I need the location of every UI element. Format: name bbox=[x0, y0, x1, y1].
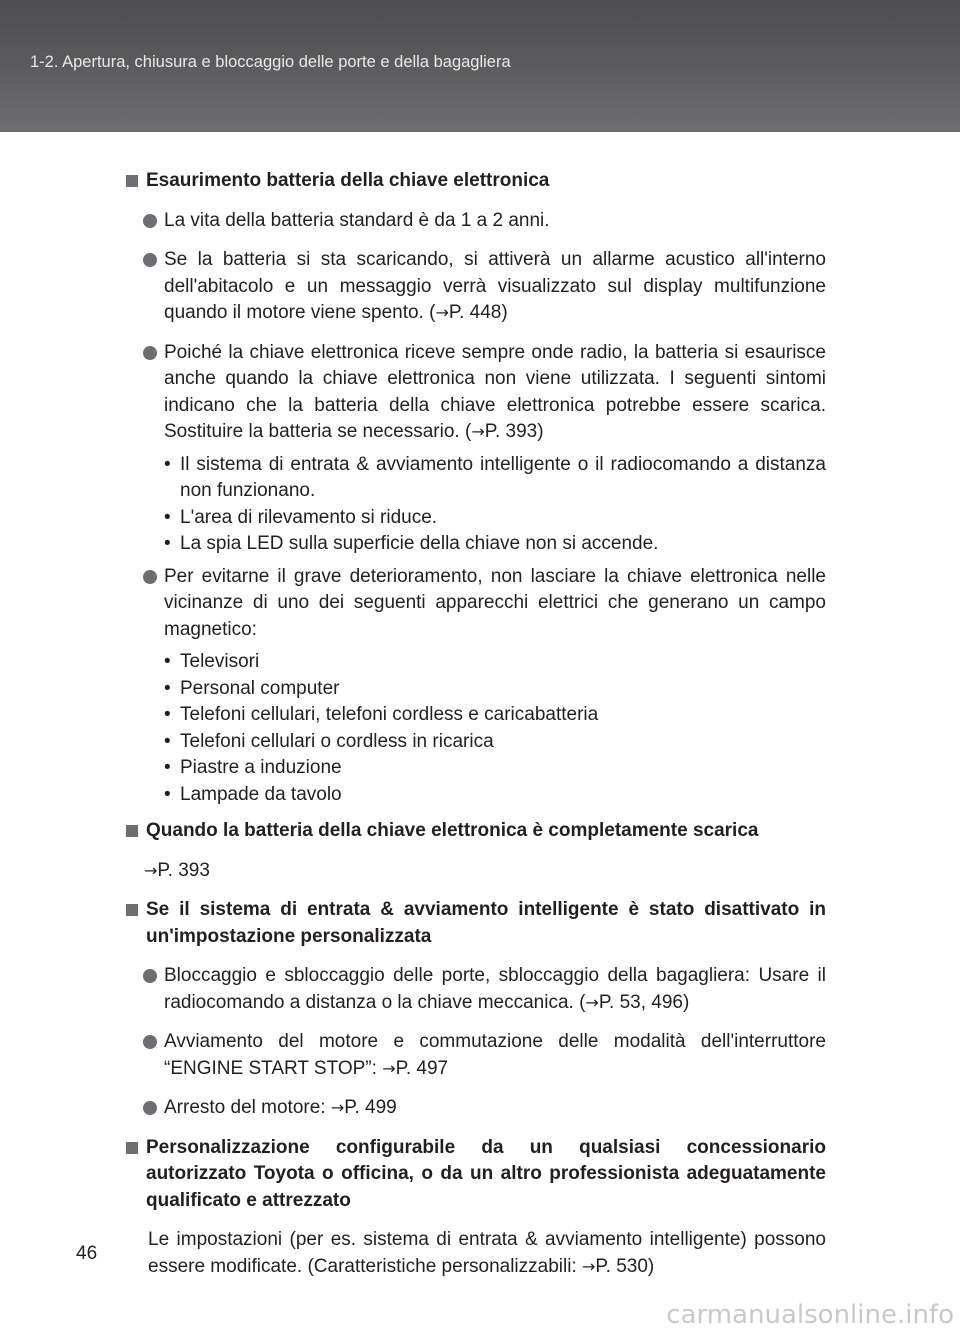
list-item: • Telefoni cellulari o cordless in ricarica bbox=[126, 729, 826, 756]
bullet-text: Se la batteria si sta scaricando, si attiverà un allarme acustico all'interno dell'abitacolo e un messaggio verrà visualizzato sul display multifunzione quando il motore viene spento. ( bbox=[164, 249, 826, 323]
bullet-item bbox=[126, 340, 826, 446]
section-heading bbox=[126, 818, 826, 845]
square-bullet-icon bbox=[126, 825, 138, 837]
arrow-icon: → bbox=[582, 1256, 596, 1276]
square-bullet-icon bbox=[126, 904, 138, 916]
page-reference: P. 53, 496) bbox=[598, 991, 690, 1013]
header-band bbox=[0, 0, 960, 132]
arrow-icon: → bbox=[435, 303, 449, 322]
square-bullet-icon bbox=[126, 1142, 138, 1154]
page-reference: P. 497 bbox=[395, 1057, 449, 1079]
watermark: carmanualsonline.info bbox=[666, 1300, 954, 1330]
arrow-icon: → bbox=[330, 1098, 345, 1117]
section-heading-text: Se il sistema di entrata & avviamento intelligente è stato disattivato in un'impostazione personalizzata bbox=[146, 899, 826, 947]
dot-bullet: • bbox=[164, 506, 171, 528]
dot-bullet: • bbox=[164, 783, 171, 805]
dot-bullet: • bbox=[164, 533, 171, 554]
dot-bullet: • bbox=[164, 453, 171, 475]
circle-bullet-icon bbox=[143, 214, 157, 228]
bullet-item bbox=[126, 208, 826, 235]
page-reference: P. 393) bbox=[484, 421, 544, 442]
bullet-text: La vita della batteria standard è da 1 a 2 anni. bbox=[164, 209, 550, 231]
circle-bullet-icon bbox=[143, 570, 157, 584]
section-heading bbox=[126, 1135, 826, 1215]
section-heading bbox=[126, 168, 826, 195]
arrow-icon: → bbox=[144, 860, 158, 880]
dot-bullet: • bbox=[164, 704, 171, 725]
section-heading-text: Esaurimento batteria della chiave elettronica bbox=[146, 170, 550, 191]
dot-bullet: • bbox=[164, 757, 171, 778]
bullet-item bbox=[126, 1029, 826, 1082]
dot-bullet: • bbox=[164, 677, 171, 699]
reference-line bbox=[126, 858, 826, 885]
circle-bullet-icon bbox=[143, 253, 157, 267]
list-item: • L'area di rilevamento si riduce. bbox=[126, 505, 826, 532]
list-item: • Il sistema di entrata & avviamento intelligente o il radiocomando a distanza non funzionano. bbox=[164, 453, 826, 501]
bullet-item bbox=[126, 1095, 826, 1122]
arrow-icon: → bbox=[471, 422, 485, 441]
circle-bullet-icon bbox=[143, 969, 157, 983]
page-content bbox=[126, 168, 826, 1280]
paragraph bbox=[126, 1227, 826, 1280]
bullet-text: Bloccaggio e sbloccaggio delle porte, sbloccaggio della bagagliera: Usare il radiocomando a distanza o la chiave meccanica. ( bbox=[164, 965, 826, 1013]
page-reference: P. 499 bbox=[344, 1097, 397, 1118]
circle-bullet-icon bbox=[143, 346, 157, 360]
list-item: • La spia LED sulla superficie della chiave non si accende. bbox=[126, 531, 826, 558]
bullet-text: Arresto del motore: bbox=[164, 1097, 331, 1118]
circle-bullet-icon bbox=[143, 1101, 157, 1115]
list-item: • Telefoni cellulari, telefoni cordless e caricabatteria bbox=[126, 702, 826, 729]
sub-list bbox=[126, 649, 826, 808]
bullet-text: Avviamento del motore e commutazione delle modalità dell'interruttore “ENGINE START STOP”: bbox=[164, 1031, 826, 1079]
sub-list bbox=[126, 452, 826, 558]
bullet-text: Per evitarne il grave deterioramento, non lasciare la chiave elettronica nelle vicinanze di uno dei seguenti apparecchi elettrici che generano un campo magnetico: bbox=[164, 565, 826, 640]
bullet-item bbox=[126, 963, 826, 1016]
section-heading-text: Quando la batteria della chiave elettronica è completamente scarica bbox=[146, 820, 759, 841]
circle-bullet-icon bbox=[143, 1035, 157, 1049]
arrow-icon: → bbox=[382, 1058, 396, 1078]
list-item: • Personal computer bbox=[126, 676, 826, 703]
square-bullet-icon bbox=[126, 175, 138, 187]
page-number: 46 bbox=[76, 1243, 98, 1264]
bullet-text: Poiché la chiave elettronica riceve sempre onde radio, la batteria si esaurisce anche quando la chiave elettronica non viene utilizzata. I seguenti sintomi indicano che la batteria della chiave elettronica potrebbe essere scarica. Sostituire la batteria se necessario. ( bbox=[164, 341, 826, 442]
list-item: • Piastre a induzione bbox=[126, 755, 826, 782]
page-reference: P. 448) bbox=[448, 302, 508, 323]
bullet-item bbox=[126, 247, 826, 327]
page-reference: P. 530) bbox=[595, 1255, 655, 1277]
section-heading-text: Personalizzazione configurabile da un qualsiasi concessionario autorizzato Toyota o officina, o da un altro professionista adeguatamente qualificato e attrezzato bbox=[146, 1136, 826, 1211]
section-heading bbox=[126, 897, 826, 950]
dot-bullet: • bbox=[164, 730, 171, 752]
page-reference: P. 393 bbox=[157, 859, 210, 881]
paragraph-text: Le impostazioni (per es. sistema di entrata & avviamento intelligente) possono essere modificate. (Caratteristiche personalizzabili: bbox=[148, 1229, 826, 1277]
list-item: • Lampade da tavolo bbox=[126, 782, 826, 809]
list-item: • Televisori bbox=[126, 649, 826, 676]
dot-bullet: • bbox=[164, 651, 171, 672]
arrow-icon: → bbox=[585, 992, 599, 1012]
chapter-title: 1-2. Apertura, chiusura e bloccaggio delle porte e della bagagliera bbox=[30, 53, 511, 71]
bullet-item bbox=[126, 564, 826, 644]
